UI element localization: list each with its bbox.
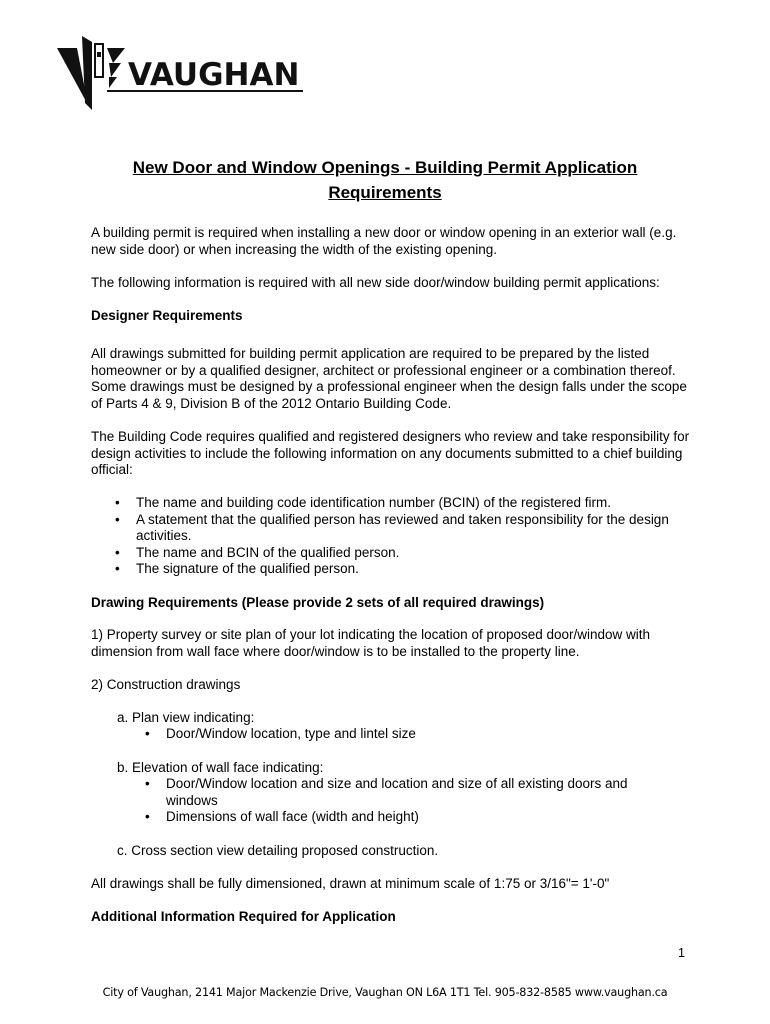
elevation-bullets — [145, 776, 665, 826]
drawing-item-2: 2) Construction drawings — [91, 677, 241, 692]
vaughan-logo — [55, 33, 310, 113]
bullet-item: • Door/Window location and size and location and size of all existing doors and windows — [145, 776, 665, 809]
bullet-item: • Door/Window location, type and lintel size — [145, 726, 665, 743]
bullet-item: • The name and building code identification number (BCIN) of the registered firm. — [115, 495, 675, 512]
bullet-item: • A statement that the qualified person has reviewed and taken responsibility for the design activities. — [115, 512, 675, 545]
designer-requirements-heading: Designer Requirements — [91, 308, 243, 323]
page-title-continued: Requirements — [328, 183, 442, 202]
additional-info-heading: Additional Information Required for Application — [91, 909, 396, 924]
drawing-scale-note: All drawings shall be fully dimensioned, drawn at minimum scale of 1:75 or 3/16"= 1'-0" — [91, 876, 610, 891]
page-number: 1 — [678, 946, 685, 960]
plan-view-bullets — [145, 726, 665, 743]
logo-wordmark: VAUGHAN — [128, 57, 300, 93]
designer-bullet-list — [115, 495, 675, 578]
footer-contact: City of Vaughan, 2141 Major Mackenzie Drive, Vaughan ON L6A 1T1 Tel. 905-832-8585 www.vaughan.ca — [102, 986, 668, 999]
bullet-item: • Dimensions of wall face (width and height) — [145, 809, 665, 826]
plan-view-label: a. Plan view indicating: — [117, 710, 255, 725]
page-title: New Door and Window Openings - Building Permit Application — [132, 158, 638, 177]
bullet-item: • The signature of the qualified person. — [115, 561, 675, 578]
intro-paragraph: A building permit is required when installing a new door or window opening in an exterior wall (e.g. new side door) or when increasing the width of the existing opening. — [91, 225, 677, 257]
designer-paragraph-2: The Building Code requires qualified and registered designers who review and take responsibility for design activities to include the following information on any documents submitted to a chief building official: — [91, 429, 690, 477]
elevation-label: b. Elevation of wall face indicating: — [117, 760, 324, 775]
designer-paragraph-1: All drawings submitted for building permit application are required to be prepared by the listed homeowner or by a qualified designer, architect or professional engineer or a combination thereof. Some drawings must be designed by a professional engineer when the design falls under the scope of Parts 4 & 9, Division B of the 2012 Ontario Building Code. — [91, 346, 687, 411]
bullet-item: • The name and BCIN of the qualified person. — [115, 545, 675, 562]
intro-requirement-line: The following information is required with all new side door/window building permit applications: — [91, 275, 660, 290]
drawing-requirements-heading: Drawing Requirements (Please provide 2 sets of all required drawings) — [91, 595, 545, 610]
drawing-item-1: 1) Property survey or site plan of your lot indicating the location of proposed door/window with dimension from wall face where door/window is to be installed to the property line. — [91, 627, 651, 659]
cross-section-label: c. Cross section view detailing proposed construction. — [117, 843, 439, 858]
